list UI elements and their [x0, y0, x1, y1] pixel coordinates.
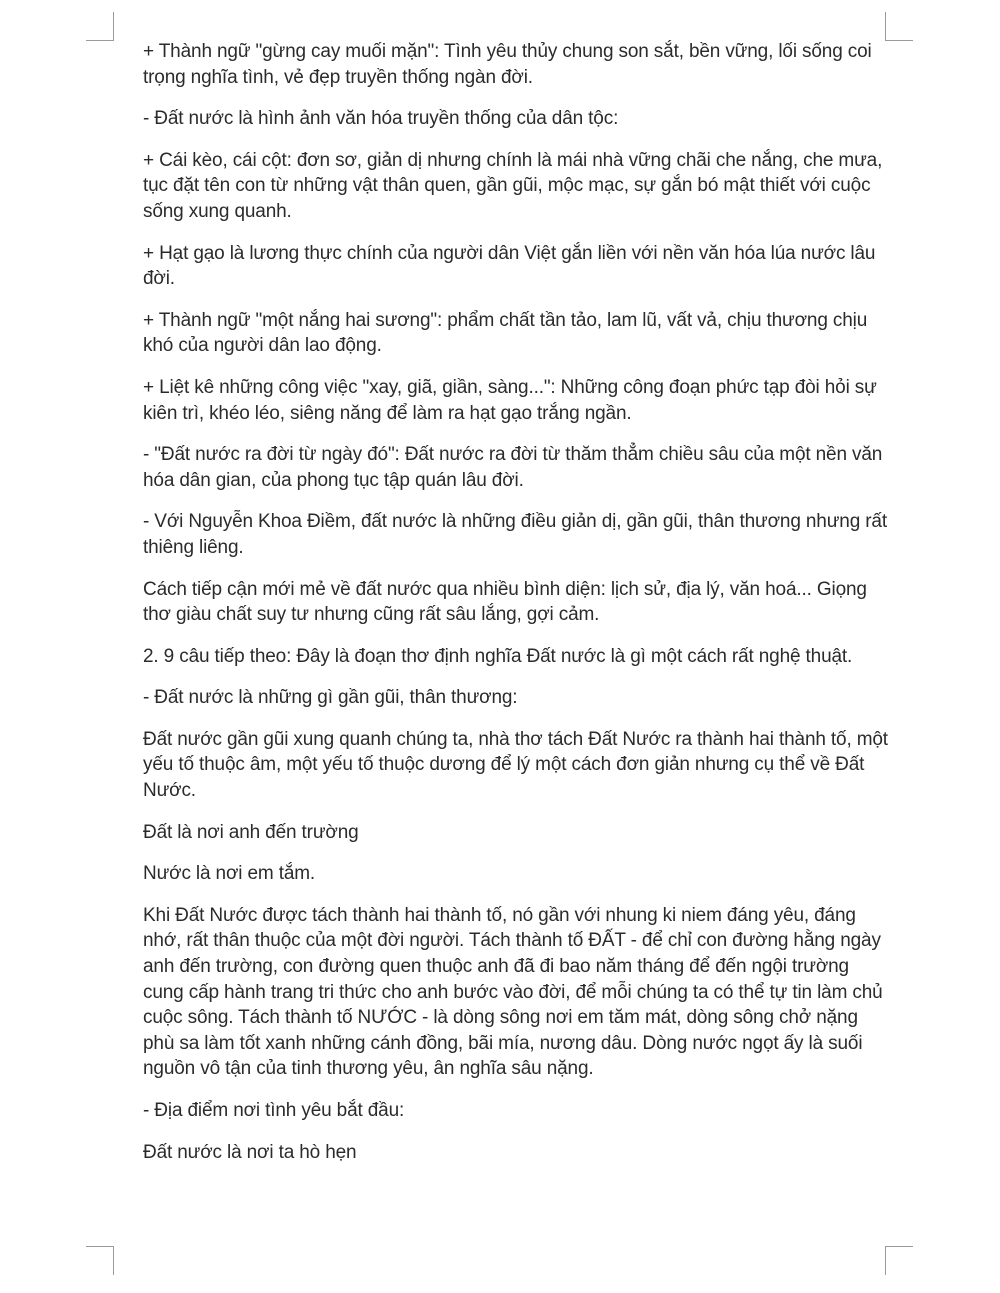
paragraph: + Thành ngữ "gừng cay muối mặn": Tình yêu thủy chung son sắt, bền vững, lối sống coi trọng nghĩa tình, vẻ đẹp truyền thống ngàn đời. [143, 41, 872, 88]
crop-mark-bottom-right [885, 1246, 913, 1275]
paragraph: Cách tiếp cận mới mẻ về đất nước qua nhiều bình diện: lịch sử, địa lý, văn hoá... Giọng thơ giàu chất suy tư nhưng cũng rất sâu lắng, gợi cảm. [143, 578, 867, 626]
paragraph: Nước là nơi em tắm. [143, 863, 316, 885]
paragraph: - "Đất nước ra đời từ ngày đó": Đất nước ra đời từ thăm thẳm chiều sâu của một nền văn hóa dân gian, của phong tục tập quán lâu đời. [143, 444, 883, 491]
crop-mark-top-right [885, 12, 913, 41]
paragraph: + Hạt gạo là lương thực chính của người dân Việt gắn liền với nền văn hóa lúa nước lâu đời. [143, 242, 876, 290]
paragraph: - Đất nước là những gì gần gũi, thân thương: [143, 687, 518, 709]
paragraph: Đất là nơi anh đến trường [143, 821, 359, 843]
paragraph: + Cái kèo, cái cột: đơn sơ, giản dị nhưng chính là mái nhà vững chãi che nắng, che mưa, tục đặt tên con từ những vật thân quen, gần gũi, mộc mạc, sự gắn bó mật thiết với cuộc sống xung quanh. [143, 149, 883, 222]
crop-mark-top-left [86, 12, 114, 41]
paragraph: Khi Đất Nước được tách thành hai thành tố, nó gần với nhung ki niem đáng yêu, đáng nhớ, rất thân thuộc của một đời người. Tách thành tố ĐẤT - để chỉ con đường hằng ngày anh đến trường, con đường quen thuộc anh đã đi bao năm tháng để đến ngội trường cung cấp hành trang tri thức cho anh bước vào đời, để mỗi chúng ta có thể tự tin làm chủ cuộc sông. Tách thành tố NƯỚC - là dòng sông nơi em tăm mát, dòng sông chở nặng phù sa làm tốt xanh những cánh đồng, bãi mía, nương dâu. Dòng nước ngọt ấy là suối nguồn vô tận của tinh thương yêu, ân nghĩa sâu nặng. [143, 904, 883, 1080]
paragraph: + Liệt kê những công việc "xay, giã, giần, sàng...": Những công đoạn phức tạp đòi hỏi sự kiên trì, khéo léo, siêng năng để làm ra hạt gạo trắng ngần. [143, 376, 877, 424]
paragraph: Đất nước gần gũi xung quanh chúng ta, nhà thơ tách Đất Nước ra thành hai thành tố, một yếu tố thuộc âm, một yếu tố thuộc dương để lý một cách đơn giản nhưng cụ thể về Đất Nước. [143, 728, 888, 802]
crop-mark-bottom-left [86, 1246, 114, 1275]
paragraph: Đất nước là nơi ta hò hẹn [143, 1141, 357, 1163]
document-body [143, 39, 888, 1165]
paragraph: - Với Nguyễn Khoa Điềm, đất nước là những điều giản dị, gần gũi, thân thương nhưng rất thiêng liêng. [143, 511, 887, 558]
paragraph: - Đất nước là hình ảnh văn hóa truyền thống của dân tộc: [143, 108, 619, 130]
paragraph: - Địa điểm nơi tình yêu bắt đầu: [143, 1100, 405, 1121]
paragraph: 2. 9 câu tiếp theo: Đây là đoạn thơ định nghĩa Đất nước là gì một cách rất nghệ thuật. [143, 645, 853, 667]
paragraph: + Thành ngữ "một nắng hai sương": phẩm chất tần tảo, lam lũ, vất vả, chịu thương chịu khó của người dân lao động. [143, 309, 868, 357]
